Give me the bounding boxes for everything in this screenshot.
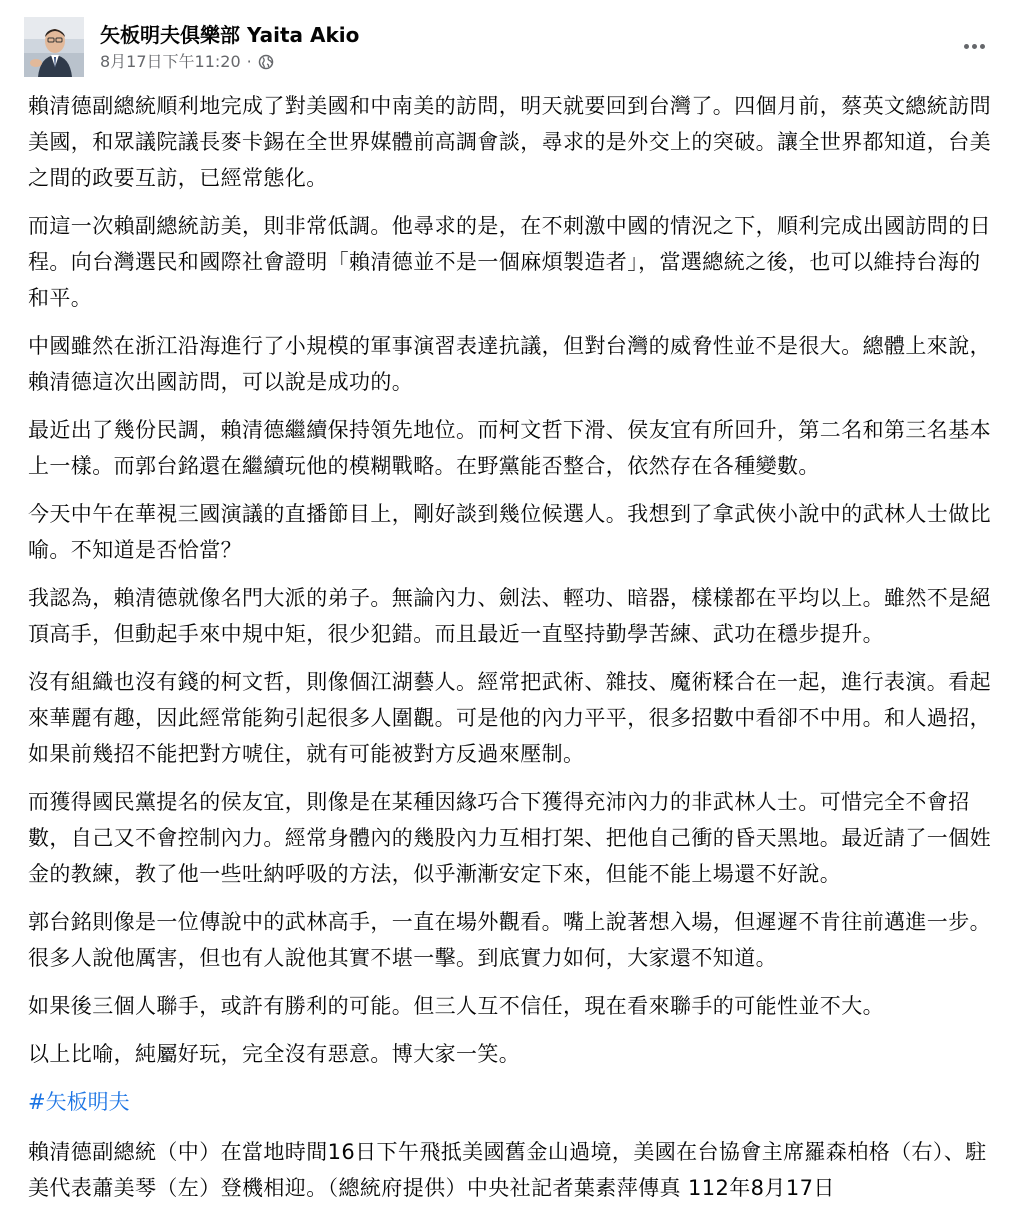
post-body	[28, 88, 1000, 1206]
more-options-icon[interactable]	[954, 28, 994, 64]
post-paragraph: 沒有組織也沒有錢的柯文哲，則像個江湖藝人。經常把武術、雜技、魔術糅合在一起，進行表演。看起來華麗有趣，因此經常能夠引起很多人圍觀。可是他的內力平平，很多招數中看卻不中用。和人過招，如果前幾招不能把對方唬住，就有可能被對方反過來壓制。	[28, 670, 991, 766]
post-paragraph: 郭台銘則像是一位傳說中的武林高手，一直在場外觀看。嘴上說著想入場，但遲遲不肯往前邁進一步。很多人說他厲害，但也有人說他其實不堪一擊。到底實力如何，大家還不知道。	[28, 910, 991, 970]
post-paragraph: 如果後三個人聯手，或許有勝利的可能。但三人互不信任，現在看來聯手的可能性並不大。	[28, 994, 884, 1018]
photo-caption: 賴清德副總統（中）在當地時間16日下午飛抵美國舊金山過境，美國在台協會主席羅森柏格（右）、駐美代表蕭美琴（左）登機相迎。（總統府提供）中央社記者葉素萍傳真 112年8月17日	[28, 1140, 987, 1200]
avatar[interactable]	[24, 17, 84, 77]
post-paragraph: 中國雖然在浙江沿海進行了小規模的軍事演習表達抗議，但對台灣的威脅性並不是很大。總體上來說，賴清德這次出國訪問，可以說是成功的。	[28, 334, 991, 394]
post-paragraph: 而獲得國民黨提名的侯友宜，則像是在某種因緣巧合下獲得充沛內力的非武林人士。可惜完全不會招數，自己又不會控制內力。經常身體內的幾股內力互相打架、把他自己衝的昏天黑地。最近請了一個姓金的教練，教了他一些吐納呼吸的方法，似乎漸漸安定下來，但能不能上場還不好說。	[28, 790, 991, 886]
post-timestamp[interactable]: 8月17日下午11:20	[100, 52, 241, 71]
more-dot	[980, 44, 985, 49]
more-dot	[964, 44, 969, 49]
post-paragraph: 而這一次賴副總統訪美，則非常低調。他尋求的是，在不刺激中國的情況之下，順利完成出國訪問的日程。向台灣選民和國際社會證明「賴清德並不是一個麻煩製造者」，當選總統之後，也可以維持台海的和平。	[28, 214, 991, 310]
post-paragraph: 今天中午在華視三國演議的直播節目上，剛好談到幾位候選人。我想到了拿武俠小說中的武林人士做比喻。不知道是否恰當？	[28, 502, 991, 562]
post-meta	[100, 21, 359, 73]
meta-separator: ·	[246, 52, 252, 71]
post-paragraph: 最近出了幾份民調，賴清德繼續保持領先地位。而柯文哲下滑、侯友宜有所回升，第二名和第三名基本上一樣。而郭台銘還在繼續玩他的模糊戰略。在野黨能否整合，依然存在各種變數。	[28, 418, 991, 478]
post-paragraph: 我認為，賴清德就像名門大派的弟子。無論內力、劍法、輕功、暗器，樣樣都在平均以上。雖然不是絕頂高手，但動起手來中規中矩，很少犯錯。而且最近一直堅持勤學苦練、武功在穩步提升。	[28, 586, 991, 646]
author-name[interactable]: 矢板明夫俱樂部 Yaita Akio	[100, 23, 360, 47]
avatar-image	[24, 17, 84, 77]
post-header	[24, 16, 359, 78]
globe-icon[interactable]	[258, 54, 274, 70]
post-subline	[100, 51, 359, 73]
hashtag-link[interactable]: #矢板明夫	[28, 1090, 130, 1114]
post-paragraph: 以上比喻，純屬好玩，完全沒有惡意。博大家一笑。	[28, 1042, 521, 1066]
post-paragraph: 賴清德副總統順利地完成了對美國和中南美的訪問，明天就要回到台灣了。四個月前，蔡英文總統訪問美國，和眾議院議長麥卡錫在全世界媒體前高調會談，尋求的是外交上的突破。讓全世界都知道，台美之間的政要互訪，已經常態化。	[28, 94, 991, 190]
more-dot	[972, 44, 977, 49]
